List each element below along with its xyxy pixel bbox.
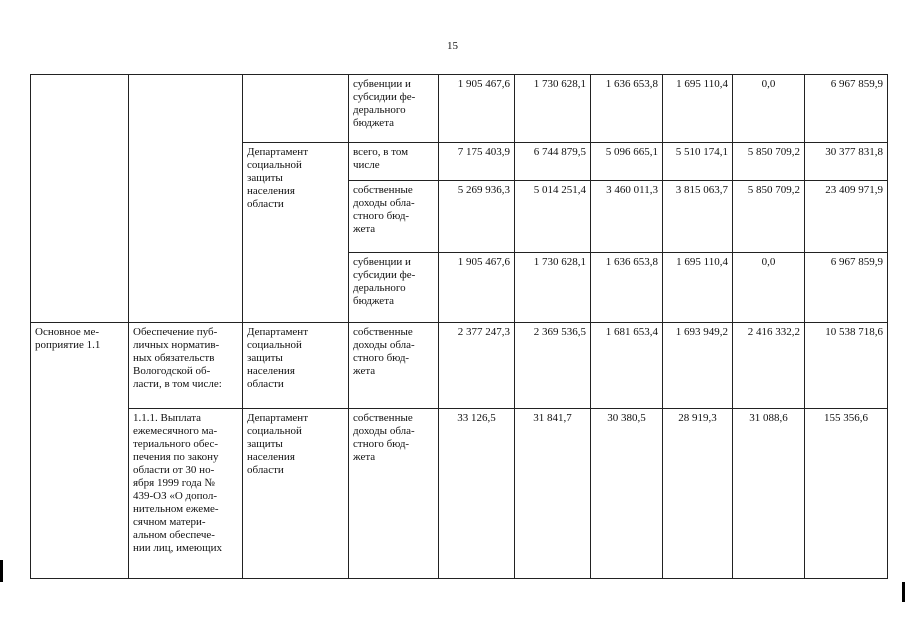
- value-cell: 5 850 709,2: [733, 181, 805, 253]
- value-cell: 3 460 011,3: [591, 181, 663, 253]
- value-cell: 0,0: [733, 253, 805, 323]
- value-cell: 5 014 251,4: [515, 181, 591, 253]
- value-cell: 2 369 536,5: [515, 323, 591, 409]
- value-cell: 5 850 709,2: [733, 143, 805, 181]
- value-cell: 6 967 859,9: [805, 253, 888, 323]
- value-cell: 1 695 110,4: [663, 75, 733, 143]
- page-number: 15: [447, 40, 458, 52]
- value-cell: 6 967 859,9: [805, 75, 888, 143]
- table-row: [31, 323, 888, 409]
- value-cell: 1 636 653,8: [591, 75, 663, 143]
- value-cell: 28 919,3: [663, 409, 733, 579]
- value-cell: 1 636 653,8: [591, 253, 663, 323]
- executor-cell: Департамент социальной защиты населения области: [243, 409, 349, 579]
- budget-table: [30, 74, 888, 579]
- status-cell: [31, 75, 129, 323]
- value-cell: 10 538 718,6: [805, 323, 888, 409]
- status-cell: Основное ме- роприятие 1.1: [31, 323, 129, 579]
- value-cell: 1 905 467,6: [439, 75, 515, 143]
- value-cell: 5 269 936,3: [439, 181, 515, 253]
- source-cell: всего, в том числе: [349, 143, 439, 181]
- value-cell: 33 126,5: [439, 409, 515, 579]
- value-cell: 6 744 879,5: [515, 143, 591, 181]
- value-cell: 5 510 174,1: [663, 143, 733, 181]
- name-cell: Обеспечение пуб- личных норматив- ных обязательств Вологодской об- ласти, в том числе:: [129, 323, 243, 409]
- value-cell: 0,0: [733, 75, 805, 143]
- value-cell: 31 841,7: [515, 409, 591, 579]
- table-row: [31, 75, 888, 143]
- value-cell: 7 175 403,9: [439, 143, 515, 181]
- value-cell: 1 681 653,4: [591, 323, 663, 409]
- executor-cell: [243, 75, 349, 143]
- value-cell: 1 905 467,6: [439, 253, 515, 323]
- value-cell: 3 815 063,7: [663, 181, 733, 253]
- table-row: [31, 409, 888, 579]
- source-cell: субвенции и субсидии фе- дерального бюджета: [349, 253, 439, 323]
- value-cell: 1 695 110,4: [663, 253, 733, 323]
- name-cell: 1.1.1. Выплата ежемесячного ма- териального обес- печения по закону области от 30 но- ября 1999 года № 439-ОЗ «О допол- нительном ежеме- сячном матери- альном обеспече- нии лиц, имеющих: [129, 409, 243, 579]
- value-cell: 30 380,5: [591, 409, 663, 579]
- source-cell: собственные доходы обла- стного бюд- жета: [349, 181, 439, 253]
- value-cell: 2 377 247,3: [439, 323, 515, 409]
- name-cell: [129, 75, 243, 323]
- value-cell: 155 356,6: [805, 409, 888, 579]
- source-cell: субвенции и субсидии фе- дерального бюджета: [349, 75, 439, 143]
- executor-cell: Департамент социальной защиты населения области: [243, 323, 349, 409]
- value-cell: 1 730 628,1: [515, 75, 591, 143]
- value-cell: 1 730 628,1: [515, 253, 591, 323]
- value-cell: 31 088,6: [733, 409, 805, 579]
- value-cell: 2 416 332,2: [733, 323, 805, 409]
- executor-cell: Департамент социальной защиты населения области: [243, 143, 349, 323]
- source-cell: собственные доходы обла- стного бюд- жета: [349, 409, 439, 579]
- value-cell: 30 377 831,8: [805, 143, 888, 181]
- value-cell: 1 693 949,2: [663, 323, 733, 409]
- value-cell: 5 096 665,1: [591, 143, 663, 181]
- source-cell: собственные доходы обла- стного бюд- жета: [349, 323, 439, 409]
- value-cell: 23 409 971,9: [805, 181, 888, 253]
- scan-mark-left: [0, 560, 3, 582]
